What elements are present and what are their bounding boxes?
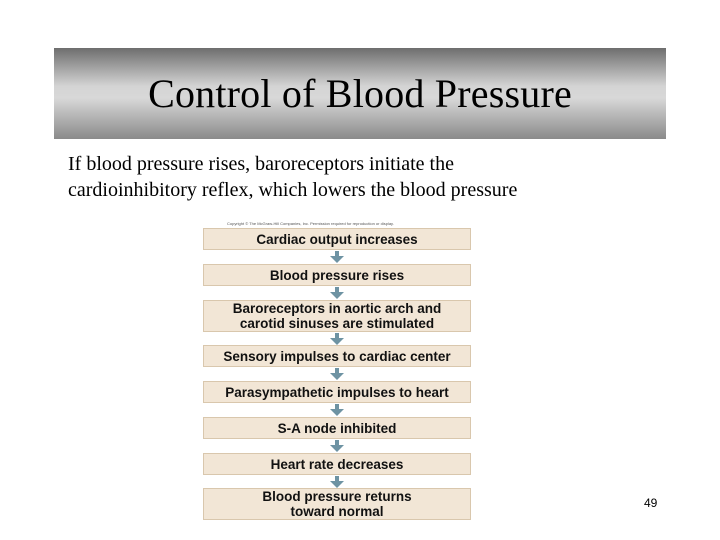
flow-step-6 <box>203 417 471 439</box>
flow-step-7-label: Heart rate decreases <box>270 456 404 472</box>
flow-arrow-5 <box>330 404 344 416</box>
flow-step-3-label-line-2: carotid sinuses are stimulated <box>239 316 435 331</box>
flowchart <box>203 220 471 522</box>
flow-step-7 <box>203 453 471 475</box>
flow-step-4-label: Sensory impulses to cardiac center <box>223 348 451 364</box>
page-number: 49 <box>644 496 658 510</box>
copyright-notice: Copyright © The McGraw-Hill Companies, Inc. Permission required for reproduction or display. <box>227 221 394 226</box>
flow-step-8-label-line-2: toward normal <box>290 504 384 519</box>
flow-arrow-4 <box>330 368 344 380</box>
flow-step-8 <box>203 488 471 520</box>
flow-step-1 <box>203 228 471 250</box>
flow-step-3 <box>203 300 471 332</box>
slide-subtitle <box>68 151 678 203</box>
flow-arrow-2 <box>330 287 344 299</box>
subtitle-line-2: cardioinhibitory reflex, which lowers the blood pressure <box>68 179 518 201</box>
flow-step-6-label: S-A node inhibited <box>277 420 397 436</box>
slide-title: Control of Blood Pressure <box>148 70 572 116</box>
flow-step-5-label: Parasympathetic impulses to heart <box>225 384 449 400</box>
flow-arrow-1 <box>330 251 344 263</box>
flow-step-1-label: Cardiac output increases <box>256 231 418 247</box>
flow-step-3-label-line-1: Baroreceptors in aortic arch and <box>232 301 442 316</box>
flow-step-4 <box>203 345 471 367</box>
flow-step-5 <box>203 381 471 403</box>
flow-arrow-3 <box>330 333 344 345</box>
flow-step-2 <box>203 264 471 286</box>
subtitle-line-1: If blood pressure rises, baroreceptors initiate the <box>68 153 454 175</box>
title-bar <box>54 48 666 139</box>
flow-step-8-label-line-1: Blood pressure returns <box>262 489 412 504</box>
flow-step-2-label: Blood pressure rises <box>269 267 405 283</box>
flow-arrow-7 <box>330 476 344 488</box>
flow-arrow-6 <box>330 440 344 452</box>
